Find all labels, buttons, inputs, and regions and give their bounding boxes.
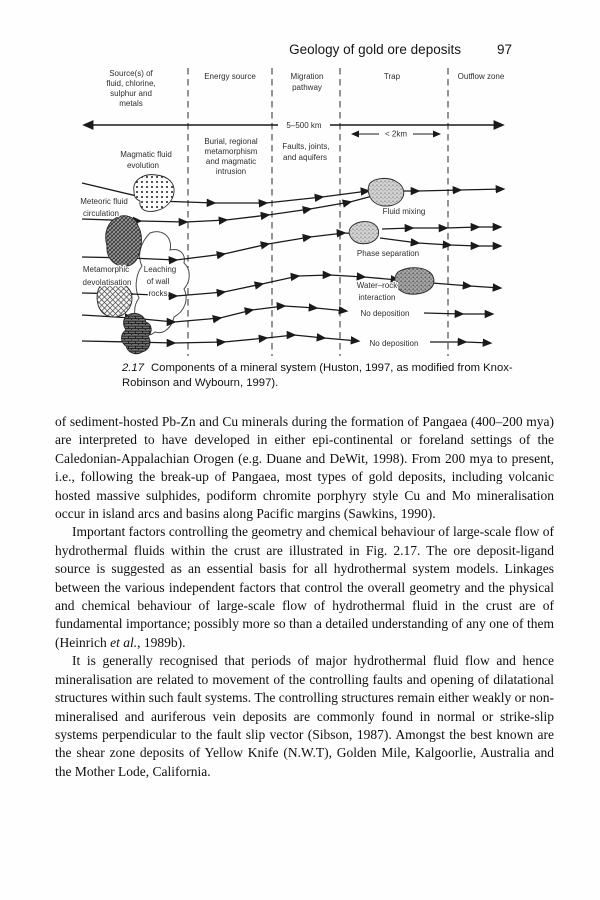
svg-text:Faults, joints,: Faults, joints,	[282, 142, 330, 151]
flow-line-5-exit	[424, 313, 492, 314]
meteoric-blob	[106, 216, 142, 267]
svg-text:Trap: Trap	[383, 72, 401, 81]
body-text	[55, 413, 554, 781]
svg-text:Energy source: Energy source	[204, 72, 256, 81]
svg-text:sulphur and: sulphur and	[110, 89, 152, 98]
flow-line-3-lower-exit	[380, 238, 500, 246]
svg-text:No deposition: No deposition	[360, 309, 410, 318]
svg-text:Migration: Migration	[290, 72, 324, 81]
svg-text:Magmatic fluid: Magmatic fluid	[120, 150, 172, 159]
factor-labels	[120, 137, 329, 176]
scale-trap-label: < 2km	[384, 129, 408, 139]
svg-text:metamorphism: metamorphism	[204, 147, 258, 156]
column-headers	[106, 69, 505, 108]
paragraph-1: of sediment-hosted Pb-Zn and Cu minerals during the formation of Pangaea (400–200 mya) are interpreted to have developed in either epi-continental or foreland settings of the Caledonian-Appalachian Orogen (e.g. Duane and DeWit, 1998). From 200 mya to present, i.e., following the break-up of Pangaea, most types of gold deposits, including volcanic hosted massive sulphides, podiform chromite porphyry style Cu and Mo mineralisation occur in island arcs and basins along Pacific margins (Sawkins, 1990).	[55, 414, 554, 522]
svg-text:Fluid mixing: Fluid mixing	[382, 207, 426, 216]
running-head	[0, 42, 512, 57]
figure-caption-text: Components of a mineral system (Huston, 1997, as modified from Knox-Robinson and Wybourn, 1997).	[122, 362, 513, 389]
flow-line-6-exit	[430, 342, 490, 343]
svg-text:No deposition: No deposition	[369, 339, 419, 348]
scale-arrow-trap	[353, 128, 439, 139]
magmatic-blob	[134, 175, 174, 212]
svg-text:Phase separation: Phase separation	[356, 249, 420, 258]
figure-caption	[122, 361, 514, 391]
svg-text:Burial, regional: Burial, regional	[204, 137, 258, 146]
page-number: 97	[496, 42, 512, 57]
svg-text:intrusion: intrusion	[215, 167, 247, 176]
scale-arrow-main	[85, 119, 502, 131]
svg-text:of wall: of wall	[146, 277, 170, 286]
svg-text:devolatisation: devolatisation	[82, 278, 132, 287]
figure-2-17	[70, 62, 515, 362]
svg-text:Source(s) of: Source(s) of	[109, 69, 153, 78]
svg-text:Meteoric fluid: Meteoric fluid	[80, 197, 128, 206]
svg-text:circulation: circulation	[82, 209, 120, 218]
scale-main-label: 5–500 km	[286, 121, 322, 130]
paragraph-2: Important factors controlling the geometry and chemical behaviour of large-scale flow of hydrothermal fluids within the crust are illustrated in Fig. 2.17. The ore deposit-ligand source is suggested as an essential basis for all hydrothermal system models. Linkages between the various independent factors that control the overall geometry and the physical and chemical behaviour of large-scale flow of hydrothermal fluid in the crust are of fundamental importance; possibly more so than a detailed understanding of any one of them (Heinrich et al., 1989b).	[55, 524, 554, 650]
paragraph-3: It is generally recognised that periods of major hydrothermal fluid flow and hence mineralisation are related to movement of the controlling faults and opening of dilatational structures within such fault systems. The controlling structures remain either weakly or non-mineralised and auriferous vein deposits are commonly found in normal or strike-slip systems perpendicular to the fault slip vector (Sibson, 1987). Amongst the best known are the shear zone deposits of Yellow Knife (N.W.T), Golden Mile, Kalgoorlie, Australia and the Mother Lode, California.	[55, 653, 554, 779]
phase-separation-blob	[349, 222, 379, 244]
svg-text:evolution: evolution	[126, 161, 160, 170]
figure-caption-number: 2.17	[122, 362, 144, 374]
svg-text:pathway: pathway	[292, 83, 322, 92]
running-title: Geology of gold ore deposits	[289, 42, 461, 57]
svg-text:Outflow zone: Outflow zone	[457, 72, 505, 81]
svg-text:and aquifers: and aquifers	[282, 153, 328, 162]
fluid-mixing-blob	[368, 178, 404, 206]
svg-text:Water–rock: Water–rock	[356, 281, 398, 290]
svg-text:fluid, chlorine,: fluid, chlorine,	[106, 79, 156, 88]
flow-line-3-upper-exit	[382, 227, 500, 229]
svg-text:and magmatic: and magmatic	[205, 157, 257, 166]
svg-text:Leaching: Leaching	[143, 265, 177, 274]
svg-text:Metamorphic: Metamorphic	[82, 265, 130, 274]
mineral-system-diagram	[70, 62, 515, 362]
svg-text:interaction: interaction	[358, 293, 396, 302]
svg-text:metals: metals	[119, 99, 143, 108]
svg-text:rocks: rocks	[148, 289, 168, 298]
water-rock-blob	[395, 268, 434, 294]
flow-line-4-exit	[432, 283, 500, 288]
